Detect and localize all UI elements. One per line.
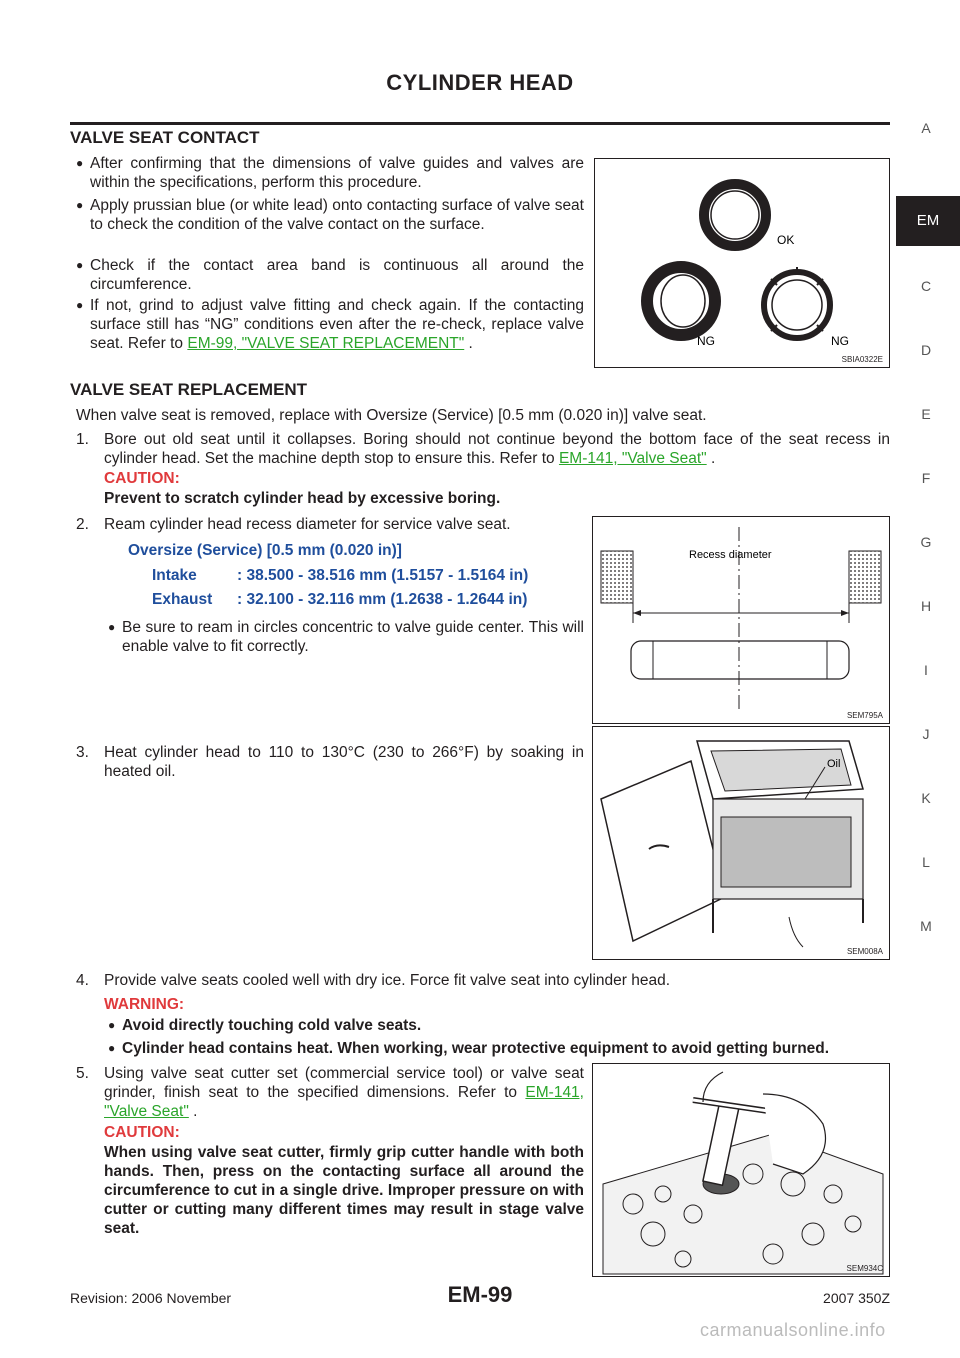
step-2-text: Ream cylinder head recess diameter for service valve seat. <box>104 516 511 533</box>
watermark: carmanualsonline.info <box>700 1320 886 1340</box>
sidebar-item-c[interactable]: C <box>920 278 932 294</box>
sidebar-item-i[interactable]: I <box>924 662 928 678</box>
heated-oil-tank-image <box>593 727 889 959</box>
figure-valve-seat-cutter <box>592 1063 890 1277</box>
sidebar-item-a[interactable]: A <box>921 120 931 136</box>
list-item: ● If not, grind to adjust valve fitting and check again. If the contacting surface still has “NG” conditions even after the re-check, replace valve seat. Refer to EM-99, "VALVE SEAT REPLACEMENT" . <box>76 297 584 352</box>
spec-exhaust-value: : 32.100 - 32.116 mm (1.2638 - 1.2644 in) <box>237 591 528 608</box>
link-valve-seat-replacement[interactable]: EM-99, "VALVE SEAT REPLACEMENT" <box>187 335 465 352</box>
step-number: 5. <box>76 1065 89 1082</box>
svg-text:Recess diameter: Recess diameter <box>689 549 772 561</box>
spec-title: Oversize (Service) [0.5 mm (0.020 in)] <box>128 542 402 559</box>
warning-label: WARNING: <box>104 996 185 1013</box>
figure-valve-contact <box>594 158 890 368</box>
caution-label: CAUTION: <box>104 1124 180 1141</box>
figure-heated-oil <box>592 726 890 960</box>
sidebar-item-m[interactable]: M <box>920 918 932 934</box>
list-item: ● Apply prussian blue (or white lead) onto contacting surface of valve seat to check the condition of the valve contact on the surface. <box>76 197 584 233</box>
svg-text:NG: NG <box>697 334 715 348</box>
bullet-icon: ● <box>76 258 84 272</box>
list-item: ● Be sure to ream in circles concentric to valve guide center. This will enable valve to fit correctly. <box>108 619 584 655</box>
bullet-icon: ● <box>108 620 116 634</box>
caution-text: Prevent to scratch cylinder head by excessive boring. <box>104 490 501 507</box>
valve-seat-cutter-image <box>593 1064 889 1276</box>
footer-model: 2007 350Z <box>823 1290 890 1306</box>
bullet-icon: ● <box>76 298 84 312</box>
svg-text:OK: OK <box>777 233 795 247</box>
step-number: 1. <box>76 431 89 448</box>
sidebar-item-l[interactable]: L <box>922 854 930 870</box>
sidebar-item-e[interactable]: E <box>921 406 931 422</box>
spec-exhaust-label: Exhaust <box>152 591 213 608</box>
bullet-icon: ● <box>108 1041 116 1055</box>
section-heading-valve-seat-contact: VALVE SEAT CONTACT <box>70 128 260 147</box>
bullet-icon: ● <box>108 1018 116 1032</box>
bullet-icon: ● <box>76 156 84 170</box>
step-number: 3. <box>76 744 89 761</box>
figure-caption: SEM008A <box>846 947 883 956</box>
recess-diameter-image <box>593 517 889 723</box>
list-item: ● Check if the contact area band is continuous all around the circumference. <box>76 257 584 293</box>
caution-text: When using valve seat cutter, firmly grip cutter handle with both hands. Then, press on the contacting surface all around the circumference to cut in a single drive. Improper pressure on with cutter or cutting many different times may result in stage valve seat. <box>104 1144 584 1237</box>
link-valve-seat-2[interactable]: EM-141, "Valve Seat" <box>104 1084 584 1120</box>
spec-intake-value: : 38.500 - 38.516 mm (1.5157 - 1.5164 in) <box>237 567 529 584</box>
step-number: 4. <box>76 972 89 989</box>
sidebar-item-em-active[interactable]: EM <box>896 196 960 246</box>
svg-text:NG: NG <box>831 334 849 348</box>
sidebar-item-g[interactable]: G <box>920 534 932 550</box>
list-item: ● Cylinder head contains heat. When working, wear protective equipment to avoid getting burned. <box>108 1040 830 1057</box>
valve-contact-rings-image <box>595 159 889 367</box>
figure-caption: SEM795A <box>846 711 883 720</box>
step-number: 2. <box>76 516 89 533</box>
step-5-text: Using valve seat cutter set (commercial service tool) or valve seat grinder, finish seat to the specified dimensions. Refer to EM-141, "Valve Seat" . <box>104 1065 584 1120</box>
svg-text:Oil: Oil <box>827 758 841 770</box>
step-3-text: Heat cylinder head to 110 to 130°C (230 to 266°F) by soaking in heated oil. <box>104 744 584 780</box>
sidebar-item-j[interactable]: J <box>922 726 930 742</box>
spec-intake-label: Intake <box>152 567 197 584</box>
step-4-text: Provide valve seats cooled well with dry ice. Force fit valve seat into cylinder head. <box>104 972 671 989</box>
figure-caption: SEM934C <box>846 1264 883 1273</box>
page-title: CYLINDER HEAD <box>386 70 574 95</box>
caution-label: CAUTION: <box>104 470 180 487</box>
page-number: EM-99 <box>447 1282 513 1307</box>
sidebar-item-d[interactable]: D <box>920 342 932 358</box>
bullet-icon: ● <box>76 198 84 212</box>
list-item: ● Avoid directly touching cold valve seats. <box>108 1017 422 1034</box>
header-rule <box>70 122 890 125</box>
figure-recess-diameter <box>592 516 890 724</box>
step-1-text: Bore out old seat until it collapses. Boring should not continue beyond the bottom face of the seat recess in cylinder head. Set the machine depth stop to ensure this. Refer to EM-141, "Valve Seat" . <box>104 431 890 467</box>
footer-revision: Revision: 2006 November <box>70 1290 232 1306</box>
section-heading-valve-seat-replacement: VALVE SEAT REPLACEMENT <box>70 380 308 399</box>
sidebar-item-k[interactable]: K <box>921 790 931 806</box>
list-item: ● After confirming that the dimensions of valve guides and valves are within the specifications, perform this procedure. <box>76 155 584 191</box>
sidebar-item-h[interactable]: H <box>920 598 932 614</box>
figure-caption: SBIA0322E <box>841 355 883 364</box>
sidebar-item-f[interactable]: F <box>921 470 931 486</box>
intro-text: When valve seat is removed, replace with Oversize (Service) [0.5 mm (0.020 in)] valve seat. <box>76 407 707 424</box>
link-valve-seat-1[interactable]: EM-141, "Valve Seat" <box>558 450 707 467</box>
